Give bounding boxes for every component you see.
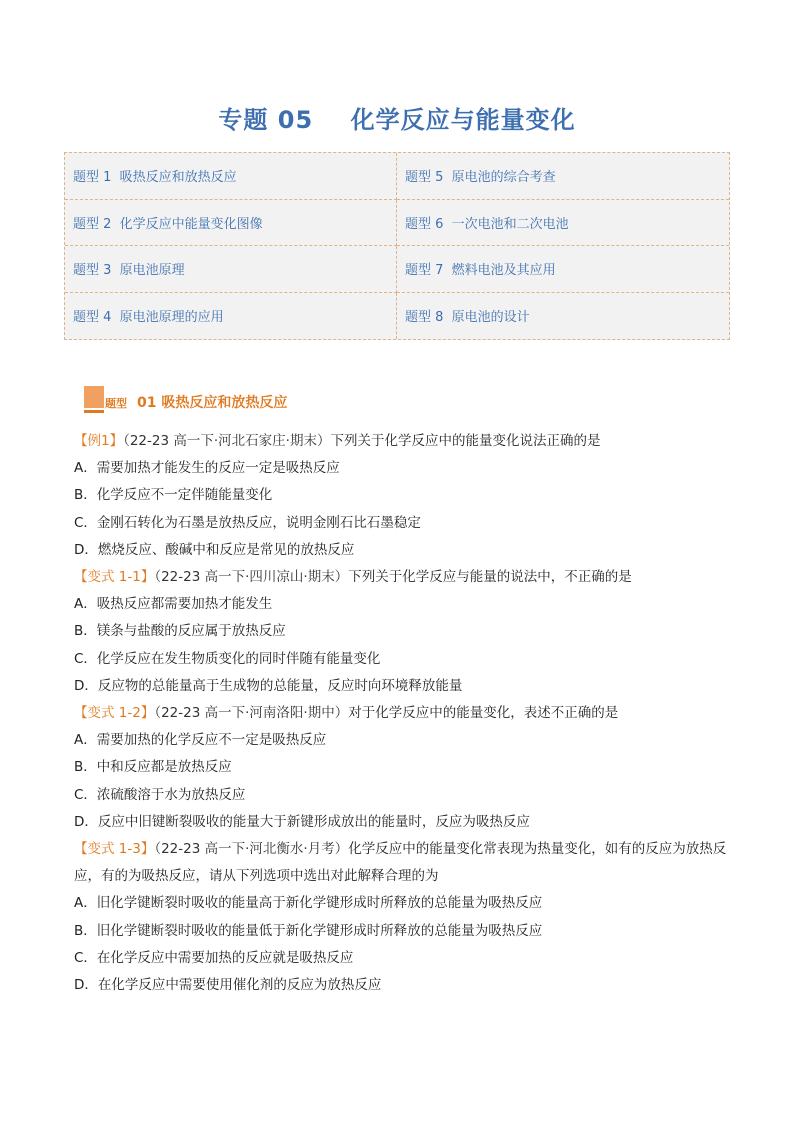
question-source: （22-23 高一下·河北衡水·月考） [154, 841, 349, 858]
question-tag: 【例1】 [74, 433, 124, 449]
toc-item-5: 题型 5 原电池的综合考查 [397, 153, 729, 200]
question-text: 化学反应中的能量变化常表现为热量变化，如有的反应为放热反应，有的为吸热反应，请从下列选项中选出对此解释合理的为 [74, 841, 727, 885]
page-title: 专题 05 化学反应与能量变化 [218, 106, 576, 134]
toc-item-3: 题型 3 原电池原理 [65, 246, 397, 293]
question-list [74, 428, 730, 999]
option-a: A．需要加热才能发生的反应一定是吸热反应 [74, 460, 340, 477]
question-text: 下列关于化学反应与能量的说法中，不正确的是 [348, 569, 632, 586]
option-a: A．吸热反应都需要加热才能发生 [74, 596, 273, 613]
question-stem [74, 564, 730, 591]
toc-item-1: 题型 1 吸热反应和放热反应 [65, 153, 397, 200]
question-tag: 【变式 1-3】 [74, 841, 155, 858]
option-d: D．反应中旧键断裂吸收的能量大于新键形成放出的能量时，反应为吸热反应 [74, 813, 530, 830]
section-marker-underline [84, 410, 104, 413]
question-tag: 【变式 1-1】 [74, 569, 155, 586]
question-stem [74, 428, 730, 455]
toc-item-2: 题型 2 化学反应中能量变化图像 [65, 200, 397, 247]
question-source: （22-23 高一下·四川凉山·期末） [154, 569, 349, 586]
toc-item-7: 题型 7 燃料电池及其应用 [397, 246, 729, 293]
toc-item-6: 题型 6 一次电池和二次电池 [397, 200, 729, 247]
question-text: 下列关于化学反应中的能量变化说法正确的是 [330, 433, 601, 449]
option-d: D．在化学反应中需要使用催化剂的反应为放热反应 [74, 977, 382, 994]
option-d: D．燃烧反应、酸碱中和反应是常见的放热反应 [74, 541, 355, 558]
option-d: D．反应物的总能量高于生成物的总能量，反应时向环境释放能量 [74, 677, 463, 694]
question-tag: 【变式 1-2】 [74, 705, 155, 722]
option-b: B．旧化学键断裂时吸收的能量低于新化学键形成时所释放的总能量为吸热反应 [74, 922, 543, 939]
question-source: （22-23 高一下·河北石家庄·期末） [123, 433, 331, 449]
option-c: C．浓硫酸溶于水为放热反应 [74, 786, 246, 803]
option-b: B．中和反应都是放热反应 [74, 759, 232, 776]
toc-item-4: 题型 4 原电池原理的应用 [65, 293, 397, 340]
option-c: C．化学反应在发生物质变化的同时伴随有能量变化 [74, 650, 381, 667]
topic-table [64, 152, 730, 340]
section-prefix: 题型 [105, 397, 127, 410]
question-text: 对于化学反应中的能量变化，表述不正确的是 [348, 705, 619, 722]
section-title: 01 吸热反应和放热反应 [137, 395, 288, 411]
question-source: （22-23 高一下·河南洛阳·期中） [154, 705, 349, 722]
option-a: A．旧化学键断裂时吸收的能量高于新化学键形成时所释放的总能量为吸热反应 [74, 895, 543, 912]
option-c: C．在化学反应中需要加热的反应就是吸热反应 [74, 949, 354, 966]
option-b: B．镁条与盐酸的反应属于放热反应 [74, 623, 286, 640]
toc-item-8: 题型 8 原电池的设计 [405, 310, 530, 326]
question-stem [74, 836, 730, 890]
option-b: B．化学反应不一定伴随能量变化 [74, 487, 273, 504]
option-a: A．需要加热的化学反应不一定是吸热反应 [74, 732, 327, 749]
question-stem [74, 700, 730, 727]
option-c: C．金刚石转化为石墨是放热反应，说明金刚石比石墨稳定 [74, 514, 421, 531]
section-marker-icon [84, 386, 104, 408]
